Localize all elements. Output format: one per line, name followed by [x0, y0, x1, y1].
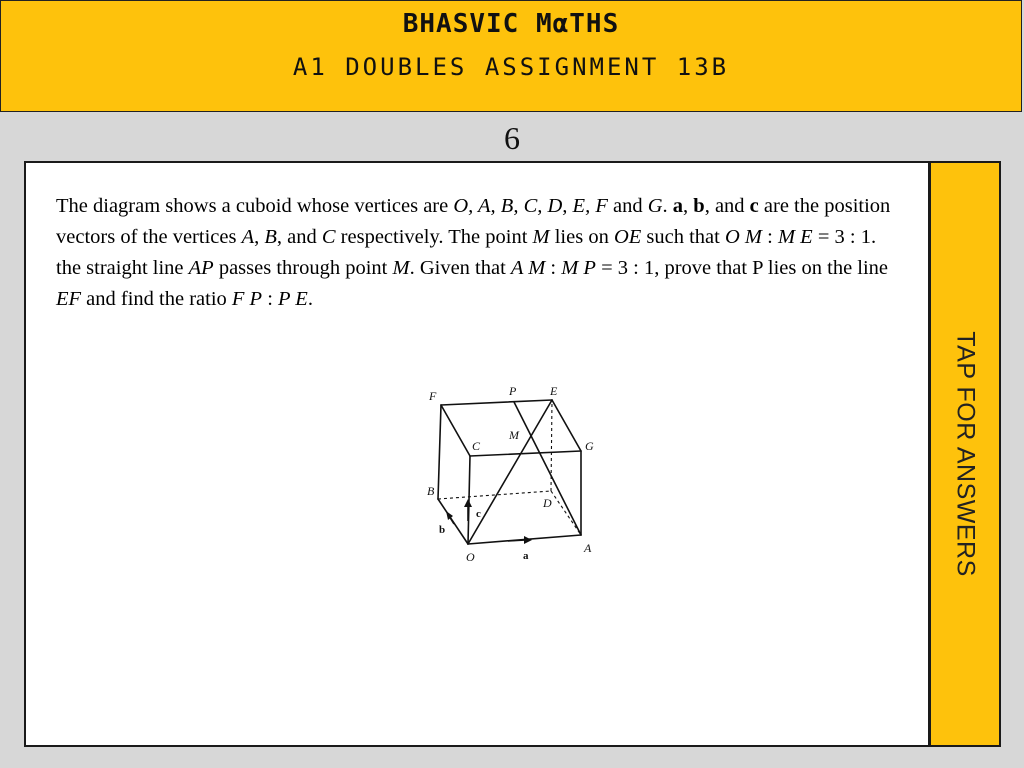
label-A: A	[584, 541, 592, 555]
edge-EG	[552, 400, 581, 451]
problem-statement: The diagram shows a cuboid whose vertices are O, A, B, C, D, E, F and G. a, b, and c are the position vectors of the vertices A, B, and C respectively. The point M lies on OE such that O M : M E = 3 : 1. the straight line AP passes through point M. Given that A M : M P = 3 : 1, prove that P lies on the line EF and find the ratio F P : P E.	[56, 195, 891, 310]
edge-FE	[441, 400, 552, 405]
label-M: M	[509, 428, 519, 442]
label-D: D	[543, 496, 552, 510]
label-P: P	[509, 384, 517, 398]
assignment-title: A1 DOUBLES ASSIGNMENT 13B	[292, 53, 730, 81]
arrowhead-c	[464, 499, 472, 507]
brand-title: BHASVIC MαTHS	[402, 9, 620, 39]
question-panel	[24, 161, 930, 747]
label-E: E	[550, 384, 558, 398]
hidden-edge-DA	[551, 491, 581, 535]
label-O: O	[466, 550, 475, 564]
tap-for-answers-label: TAP FOR ANSWERS	[951, 331, 980, 577]
vector-a-arrow	[508, 540, 526, 541]
label-vector-a: a	[523, 550, 529, 562]
edge-FB	[438, 405, 441, 499]
label-vector-c: c	[476, 508, 481, 520]
title-banner	[0, 0, 1022, 112]
label-F: F	[429, 389, 437, 403]
label-G: G	[585, 439, 594, 453]
label-vector-b: b	[439, 524, 446, 536]
line-OE	[468, 400, 552, 544]
line-AP	[514, 402, 581, 535]
cuboid-diagram	[396, 381, 612, 567]
edge-CG	[470, 451, 581, 456]
label-B: B	[427, 484, 435, 498]
tap-for-answers-button[interactable]	[929, 161, 1001, 747]
arrowhead-a	[524, 536, 532, 544]
edge-FC	[441, 405, 470, 456]
label-C: C	[472, 439, 481, 453]
question-number: 6	[504, 120, 520, 156]
